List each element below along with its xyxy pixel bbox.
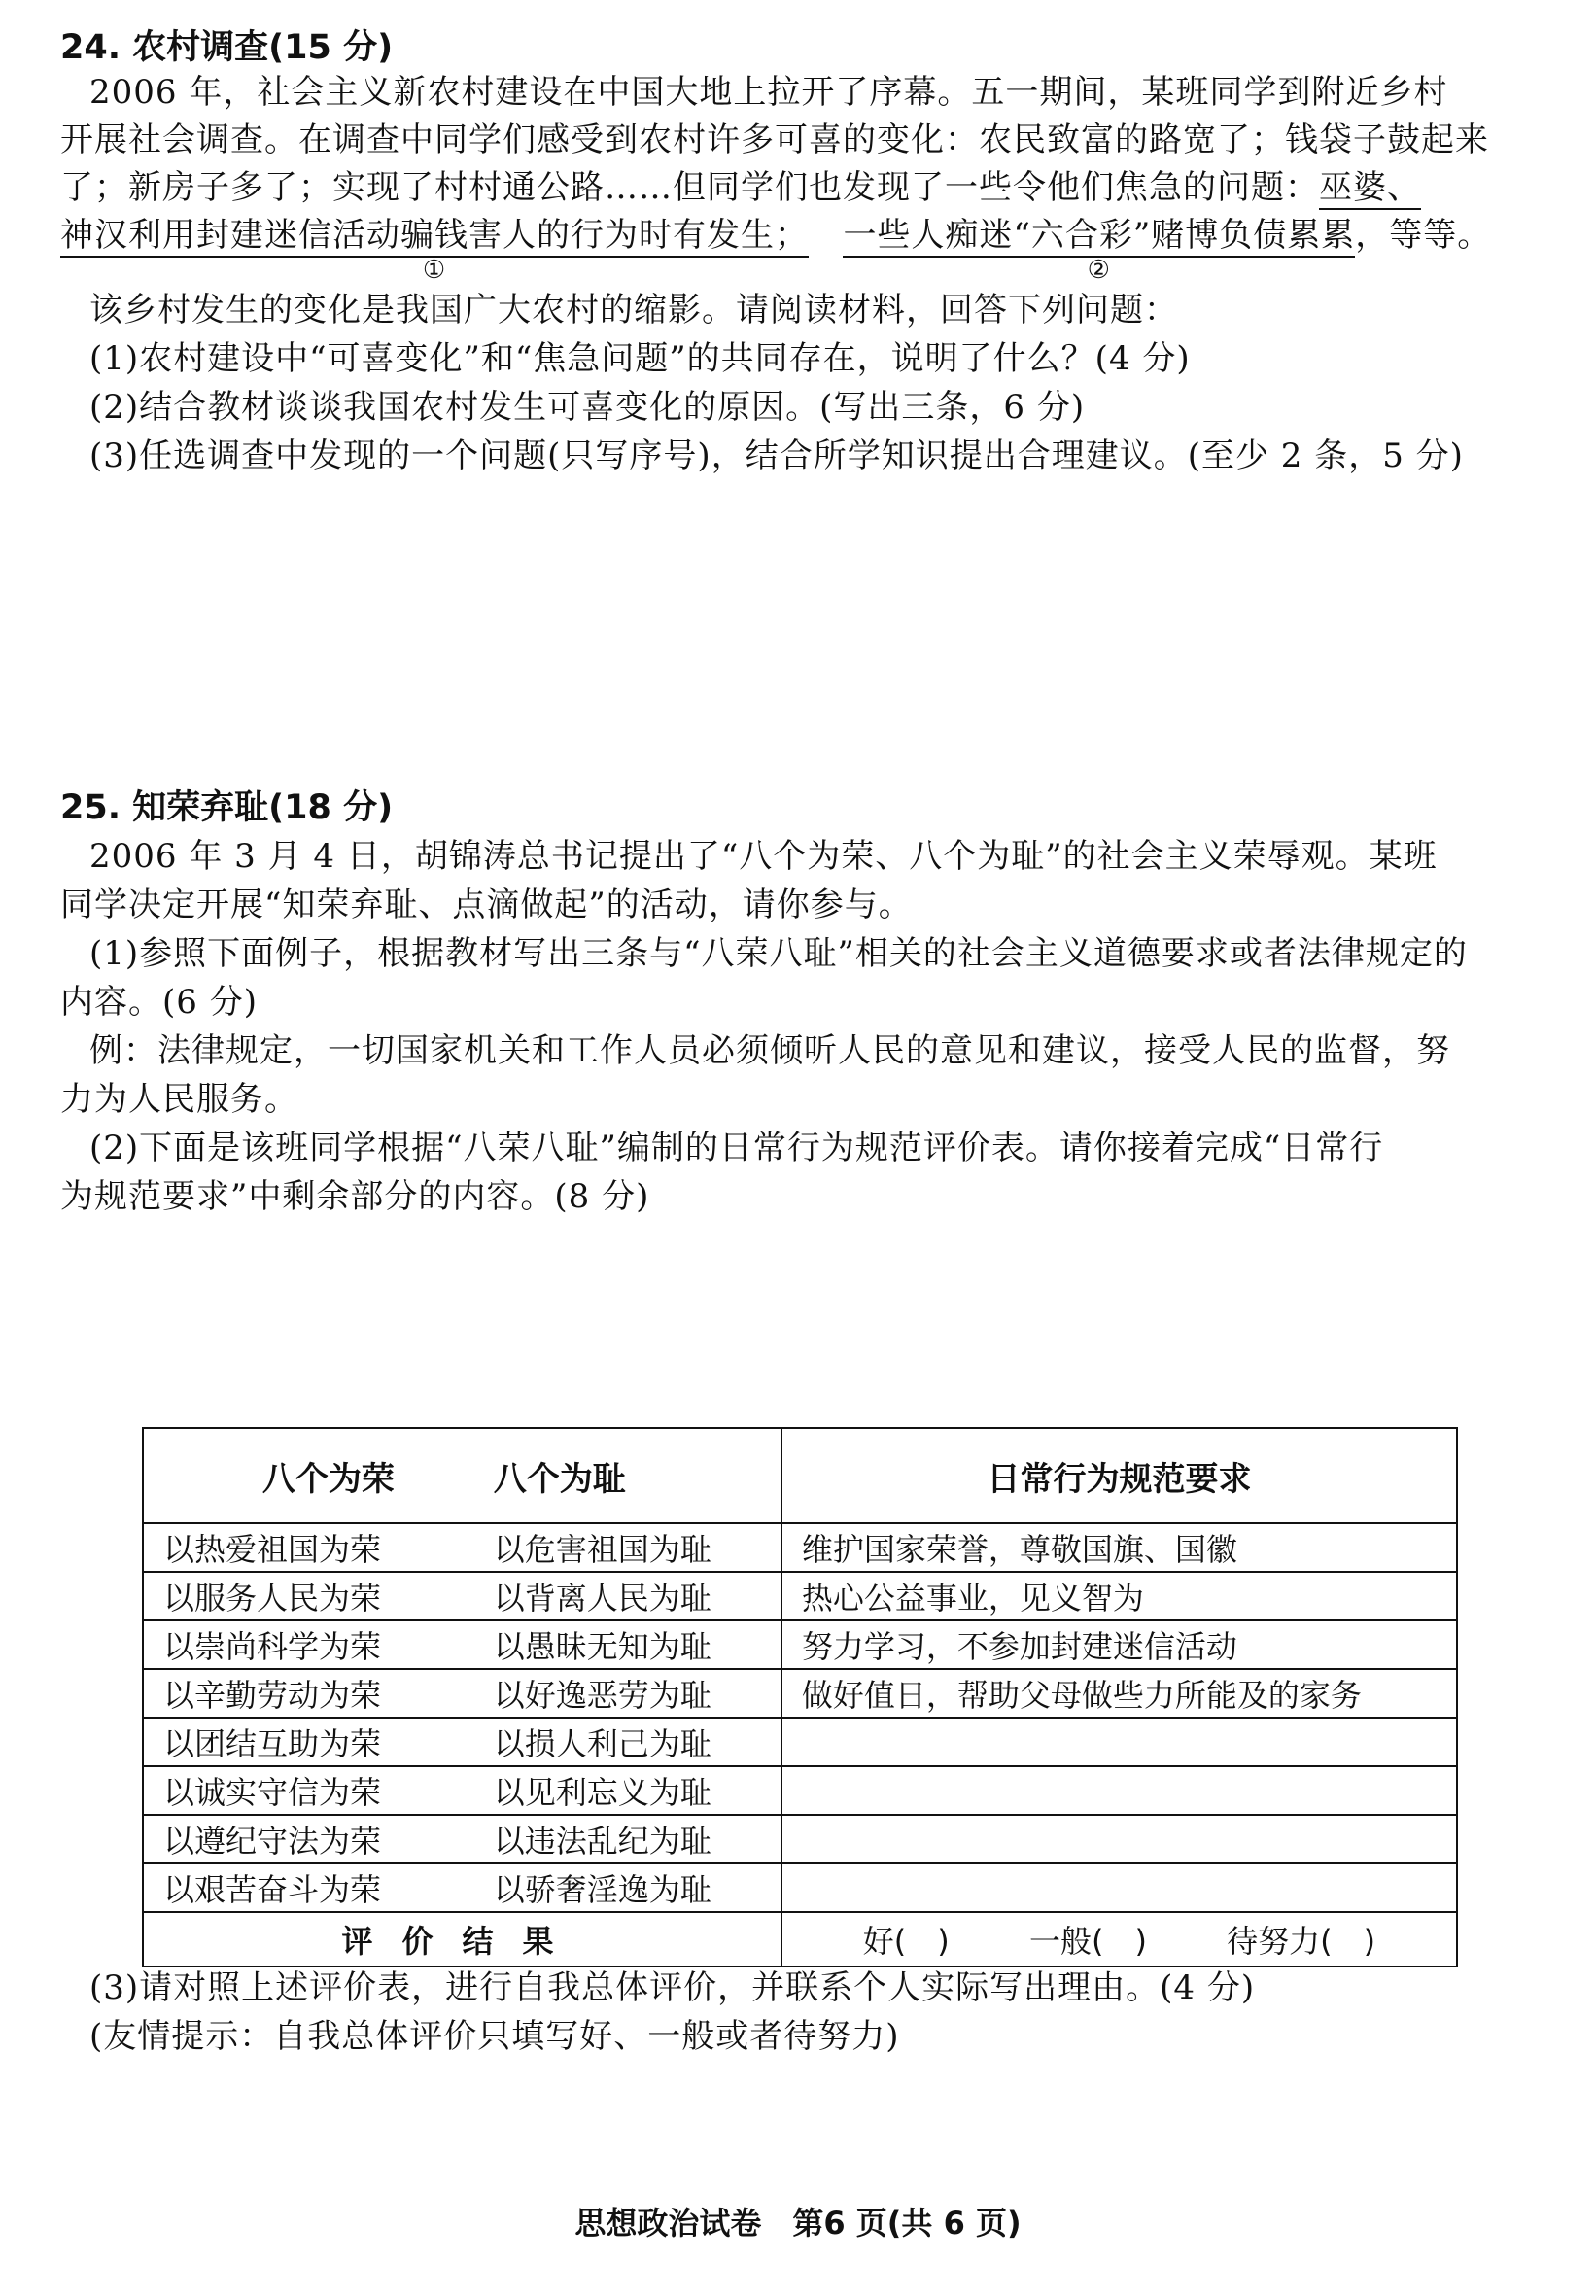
requirement-blank [781,1815,1457,1863]
shame-cell: 以危害祖国为耻 [474,1523,781,1572]
q25-line-2: 同学决定开展“知荣弃耻、点滴做起”的活动，请你参与。 [60,886,913,924]
result-label: 评价结果 [143,1912,781,1966]
q24-line-2: 开展社会调查。在调查中同学们感受到农村许多可喜的变化：农民致富的路宽了；钱袋子鼓起来 [60,121,1489,159]
option-needs-improvement: 待努力( ) [1227,1923,1376,1960]
q24-issue-1-start: 巫婆、 [1319,169,1421,210]
q24-issue-2-pre: 一些人痴迷 [843,216,1014,255]
q25-sub-2-b: 为规范要求”中剩余部分的内容。(8 分) [60,1177,650,1216]
requirement-blank [781,1718,1457,1766]
honor-cell: 以服务人民为荣 [143,1572,474,1620]
honor-cell: 以诚实守信为荣 [143,1766,474,1815]
requirement-blank [781,1766,1457,1815]
q25-sub-1-b: 内容。(6 分) [60,983,258,1022]
q24-sub-2: (2)结合教材谈谈我国农村发生可喜变化的原因。(写出三条，6 分) [89,388,1086,427]
requirement-cell: 努力学习，不参加封建迷信活动 [781,1620,1457,1669]
header-honor: 八个为荣 [143,1428,474,1523]
option-average: 一般( ) [1028,1923,1147,1960]
shame-cell: 以见利忘义为耻 [474,1766,781,1815]
table-row [143,1620,1457,1669]
table-row [143,1523,1457,1572]
option-good: 好( ) [862,1923,950,1960]
requirement-cell: 维护国家荣誉，尊敬国旗、国徽 [781,1523,1457,1572]
q24-mark-1: ① [422,256,447,285]
q25-line-1: 2006 年 3 月 4 日，胡锦涛总书记提出了“八个为荣、八个为耻”的社会主义荣辱观。某班 [89,837,1438,876]
q24-line-3 [60,169,1538,210]
requirement-cell: 做好值日，帮助父母做些力所能及的家务 [781,1669,1457,1718]
header-requirement: 日常行为规范要求 [781,1428,1457,1523]
q25-example-b: 力为人民服务。 [60,1080,298,1119]
q24-line-3-text: 了；新房子多了；实现了村村通公路……但同学们也发现了一些令他们焦急的问题： [60,168,1319,207]
q24-intro: 该乡村发生的变化是我国广大农村的缩影。请阅读材料，回答下列问题： [89,291,1178,330]
table-row [143,1766,1457,1815]
table-row [143,1718,1457,1766]
q25-title: 25. 知荣弃耻(18 分) [60,788,394,827]
honor-cell: 以热爱祖国为荣 [143,1523,474,1572]
q25-sub-1-a: (1)参照下面例子，根据教材写出三条与“八荣八耻”相关的社会主义道德要求或者法律规定的 [89,934,1468,973]
q24-sub-3: (3)任选调查中发现的一个问题(只写序号)，结合所学知识提出合理建议。(至少 2 条，5 分) [89,436,1464,475]
requirement-cell: 热心公益事业，见义智为 [781,1572,1457,1620]
page-footer: 思想政治试卷 第6 页(共 6 页) [574,2205,1022,2242]
q24-issue-2-text: “六合彩”赌博负债累累 [1013,216,1356,255]
honor-cell: 以崇尚科学为荣 [143,1620,474,1669]
honor-cell: 以辛勤劳动为荣 [143,1669,474,1718]
table-row [143,1669,1457,1718]
shame-cell: 以好逸恶劳为耻 [474,1669,781,1718]
result-options [781,1912,1457,1966]
honor-cell: 以艰苦奋斗为荣 [143,1863,474,1912]
q24-issue-1-text: 神汉利用封建迷信活动骗钱害人的行为时有发生； [60,216,809,255]
requirement-blank [781,1863,1457,1912]
shame-cell: 以损人利己为耻 [474,1718,781,1766]
q25-example-a: 例：法律规定，一切国家机关和工作人员必须倾听人民的意见和建议，接受人民的监督，努 [89,1031,1450,1070]
evaluation-table [142,1427,1458,1967]
table-row [143,1815,1457,1863]
q24-title: 24. 农村调查(15 分) [60,28,394,67]
q24-tail: ，等等。 [1355,216,1492,255]
table-result-row [143,1912,1457,1966]
q24-mark-2: ② [1087,256,1111,285]
q24-line-1: 2006 年，社会主义新农村建设在中国大地上拉开了序幕。五一期间，某班同学到附近乡村 [89,73,1448,112]
shame-cell: 以背离人民为耻 [474,1572,781,1620]
q24-sub-1: (1)农村建设中“可喜变化”和“焦急问题”的共同存在，说明了什么？(4 分) [89,339,1191,378]
table-row [143,1863,1457,1912]
q25-sub-3: (3)请对照上述评价表，进行自我总体评价，并联系个人实际写出理由。(4 分) [89,1968,1256,2007]
q25-sub-2-a: (2)下面是该班同学根据“八荣八耻”编制的日常行为规范评价表。请你接着完成“日常行 [89,1129,1384,1167]
q24-line-4 [60,216,1538,285]
table-row [143,1572,1457,1620]
shame-cell: 以骄奢淫逸为耻 [474,1863,781,1912]
q24-issue-1 [60,216,809,285]
shame-cell: 以违法乱纪为耻 [474,1815,781,1863]
table-header-row [143,1428,1457,1523]
q24-issue-2 [843,216,1356,285]
header-shame: 八个为耻 [474,1428,781,1523]
shame-cell: 以愚昧无知为耻 [474,1620,781,1669]
q25-hint: (友情提示：自我总体评价只填写好、一般或者待努力) [89,2017,900,2056]
honor-cell: 以团结互助为荣 [143,1718,474,1766]
honor-cell: 以遵纪守法为荣 [143,1815,474,1863]
